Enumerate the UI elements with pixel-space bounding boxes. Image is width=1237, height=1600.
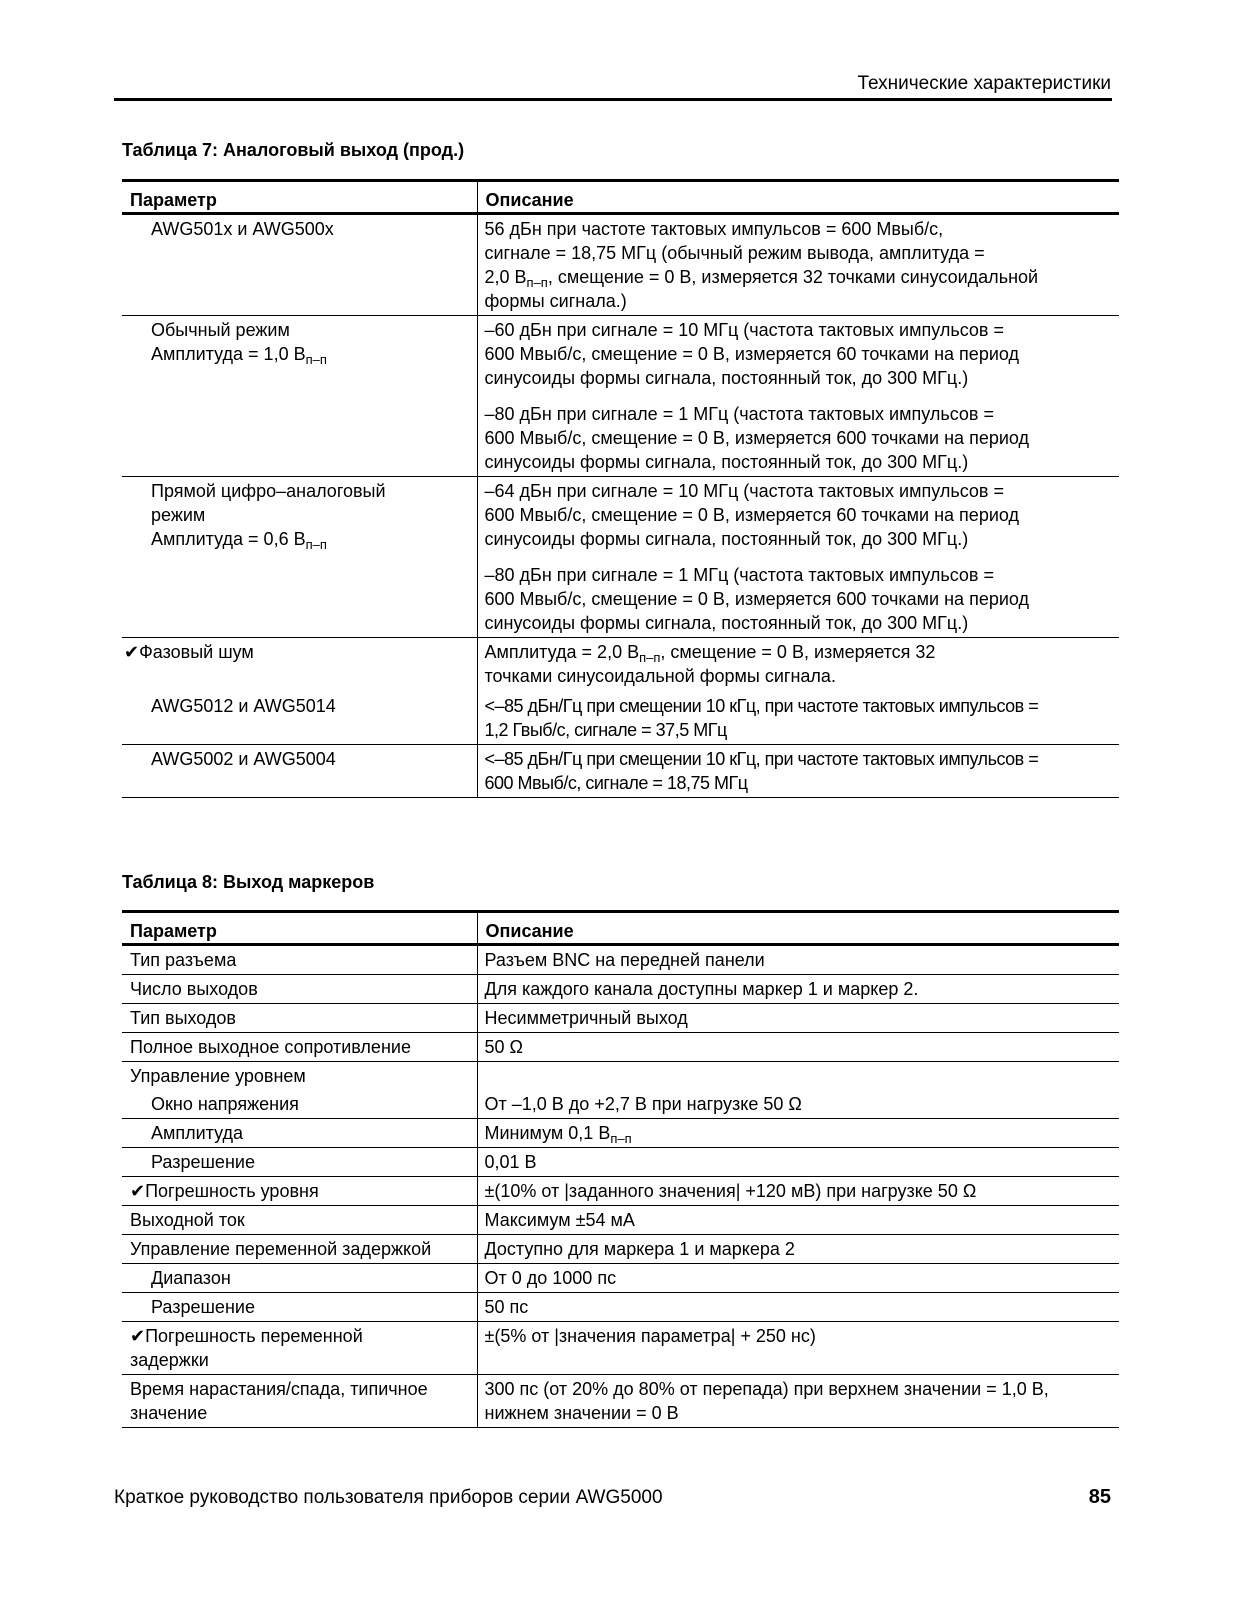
table-row xyxy=(122,1148,1119,1177)
header-rule xyxy=(114,98,1112,101)
table-row xyxy=(122,1235,1119,1264)
desc-cell: Амплитуда = 2,0 $В_{п-п}$, смещение = 0 В, измеряется 32 точками синусоидальной формы сигнала. xyxy=(477,638,1119,691)
desc-cell: Доступно для маркера 1 и маркера 2 xyxy=(477,1235,1119,1264)
param-cell: Число выходов xyxy=(122,975,477,1004)
footer-title: Краткое руководство пользователя приборов серии AWG5000 xyxy=(114,1487,663,1508)
desc-cell: –60 дБн при сигнале = 10 МГц (частота тактовых импульсов = 600 Мвыб/с, смещение = 0 В, измеряется 60 точками на период синусоиды формы сигнала, постоянный ток, до 300 МГц.) –80 дБн при сигнале = 1 МГц (частота тактовых импульсов = 600 Мвыб/с, смещение = 0 В, измеряется 600 точками на период синусоиды формы сигнала, постоянный ток, до 300 МГц.) xyxy=(477,316,1119,477)
param-cell: Окно напряжения xyxy=(122,1090,477,1119)
table-row xyxy=(122,1264,1119,1293)
desc-cell: Для каждого канала доступны маркер 1 и маркер 2. xyxy=(477,975,1119,1004)
table8 xyxy=(122,910,1119,1428)
param-cell: Управление переменной задержкой xyxy=(122,1235,477,1264)
table7-caption: Таблица 7: Аналоговый выход (прод.) xyxy=(122,140,465,160)
desc-cell: От 0 до 1000 пс xyxy=(477,1264,1119,1293)
table-row xyxy=(122,745,1119,798)
table-row xyxy=(122,1062,1119,1091)
param-cell: AWG501x и AWG500x xyxy=(122,214,477,316)
param-cell: Прямой цифро–аналоговый режим Амплитуда = 0,6 $В_{п-п}$ xyxy=(122,477,477,638)
table-row xyxy=(122,1177,1119,1206)
table-row xyxy=(122,1206,1119,1235)
table-row xyxy=(122,975,1119,1004)
param-cell: Полное выходное сопротивление xyxy=(122,1033,477,1062)
desc-cell: 56 дБн при частоте тактовых импульсов = 600 Мвыб/с, сигнале = 18,75 МГц (обычный режим вывода, амплитуда = 2,0 $В_{п-п}$, смещение = 0 В, измеряется 32 точками синусоидальной формы сигнала.) xyxy=(477,214,1119,316)
desc-cell: ±(10% от |заданного значения| +120 мВ) при нагрузке 50 Ω xyxy=(477,1177,1119,1206)
desc-cell xyxy=(477,1062,1119,1091)
table7 xyxy=(122,179,1119,798)
desc-cell: 50 пс xyxy=(477,1293,1119,1322)
desc-cell: 50 Ω xyxy=(477,1033,1119,1062)
table-row xyxy=(122,945,1119,975)
desc-cell: 0,01 В xyxy=(477,1148,1119,1177)
table-row xyxy=(122,1033,1119,1062)
param-cell: Время нарастания/спада, типичное значение xyxy=(122,1375,477,1428)
table7-col-desc: Описание xyxy=(477,181,1119,214)
param-cell: AWG5012 и AWG5014 xyxy=(122,690,477,745)
param-cell: Выходной ток xyxy=(122,1206,477,1235)
table-row xyxy=(122,1004,1119,1033)
table-row xyxy=(122,1119,1119,1148)
table-row xyxy=(122,477,1119,638)
table8-col-param: Параметр xyxy=(122,912,477,945)
param-cell: Обычный режим Амплитуда = 1,0 $В_{п-п}$ xyxy=(122,316,477,477)
param-cell: ✔Погрешность переменной задержки xyxy=(122,1322,477,1375)
desc-cell: Разъем BNC на передней панели xyxy=(477,945,1119,975)
desc-cell: <–85 дБн/Гц при смещении 10 кГц, при частоте тактовых импульсов = 1,2 Гвыб/с, сигнале = 37,5 МГц xyxy=(477,690,1119,745)
desc-cell: ±(5% от |значения параметра| + 250 нс) xyxy=(477,1322,1119,1375)
desc-cell: Минимум 0,1 $В_{п-п}$ xyxy=(477,1119,1119,1148)
param-cell: Разрешение xyxy=(122,1148,477,1177)
param-cell: Амплитуда xyxy=(122,1119,477,1148)
desc-cell: <–85 дБн/Гц при смещении 10 кГц, при частоте тактовых импульсов = 600 Мвыб/с, сигнале = 18,75 МГц xyxy=(477,745,1119,798)
table-row xyxy=(122,638,1119,691)
running-head: Технические характеристики xyxy=(857,73,1111,94)
param-cell: ✔Погрешность уровня xyxy=(122,1177,477,1206)
param-cell: Тип выходов xyxy=(122,1004,477,1033)
param-cell: Диапазон xyxy=(122,1264,477,1293)
table8-header-row xyxy=(122,912,1119,945)
table8-caption: Таблица 8: Выход маркеров xyxy=(122,872,375,892)
param-cell: ✔Фазовый шум xyxy=(124,642,254,662)
table-row xyxy=(122,690,1119,745)
table-row xyxy=(122,316,1119,477)
table8-col-desc: Описание xyxy=(477,912,1119,945)
desc-cell: От –1,0 В до +2,7 В при нагрузке 50 Ω xyxy=(477,1090,1119,1119)
table7-col-param: Параметр xyxy=(122,181,477,214)
table-row xyxy=(122,1293,1119,1322)
table-row xyxy=(122,214,1119,316)
param-cell: Разрешение xyxy=(122,1293,477,1322)
desc-cell: –64 дБн при сигнале = 10 МГц (частота тактовых импульсов = 600 Мвыб/с, смещение = 0 В, измеряется 60 точками на период синусоиды формы сигнала, постоянный ток, до 300 МГц.) –80 дБн при сигнале = 1 МГц (частота тактовых импульсов = 600 Мвыб/с, смещение = 0 В, измеряется 600 точками на период синусоиды формы сигнала, постоянный ток, до 300 МГц.) xyxy=(477,477,1119,638)
desc-cell: Несимметричный выход xyxy=(477,1004,1119,1033)
param-cell: Тип разъема xyxy=(122,945,477,975)
page-number: 85 xyxy=(1088,1486,1111,1508)
param-cell: AWG5002 и AWG5004 xyxy=(122,745,477,798)
table-row xyxy=(122,1090,1119,1119)
desc-cell: Максимум ±54 мА xyxy=(477,1206,1119,1235)
table-row xyxy=(122,1375,1119,1428)
param-cell: Управление уровнем xyxy=(130,1066,306,1086)
table-row xyxy=(122,1322,1119,1375)
desc-cell: 300 пс (от 20% до 80% от перепада) при верхнем значении = 1,0 В, нижнем значении = 0 В xyxy=(477,1375,1119,1428)
table7-header-row xyxy=(122,181,1119,214)
